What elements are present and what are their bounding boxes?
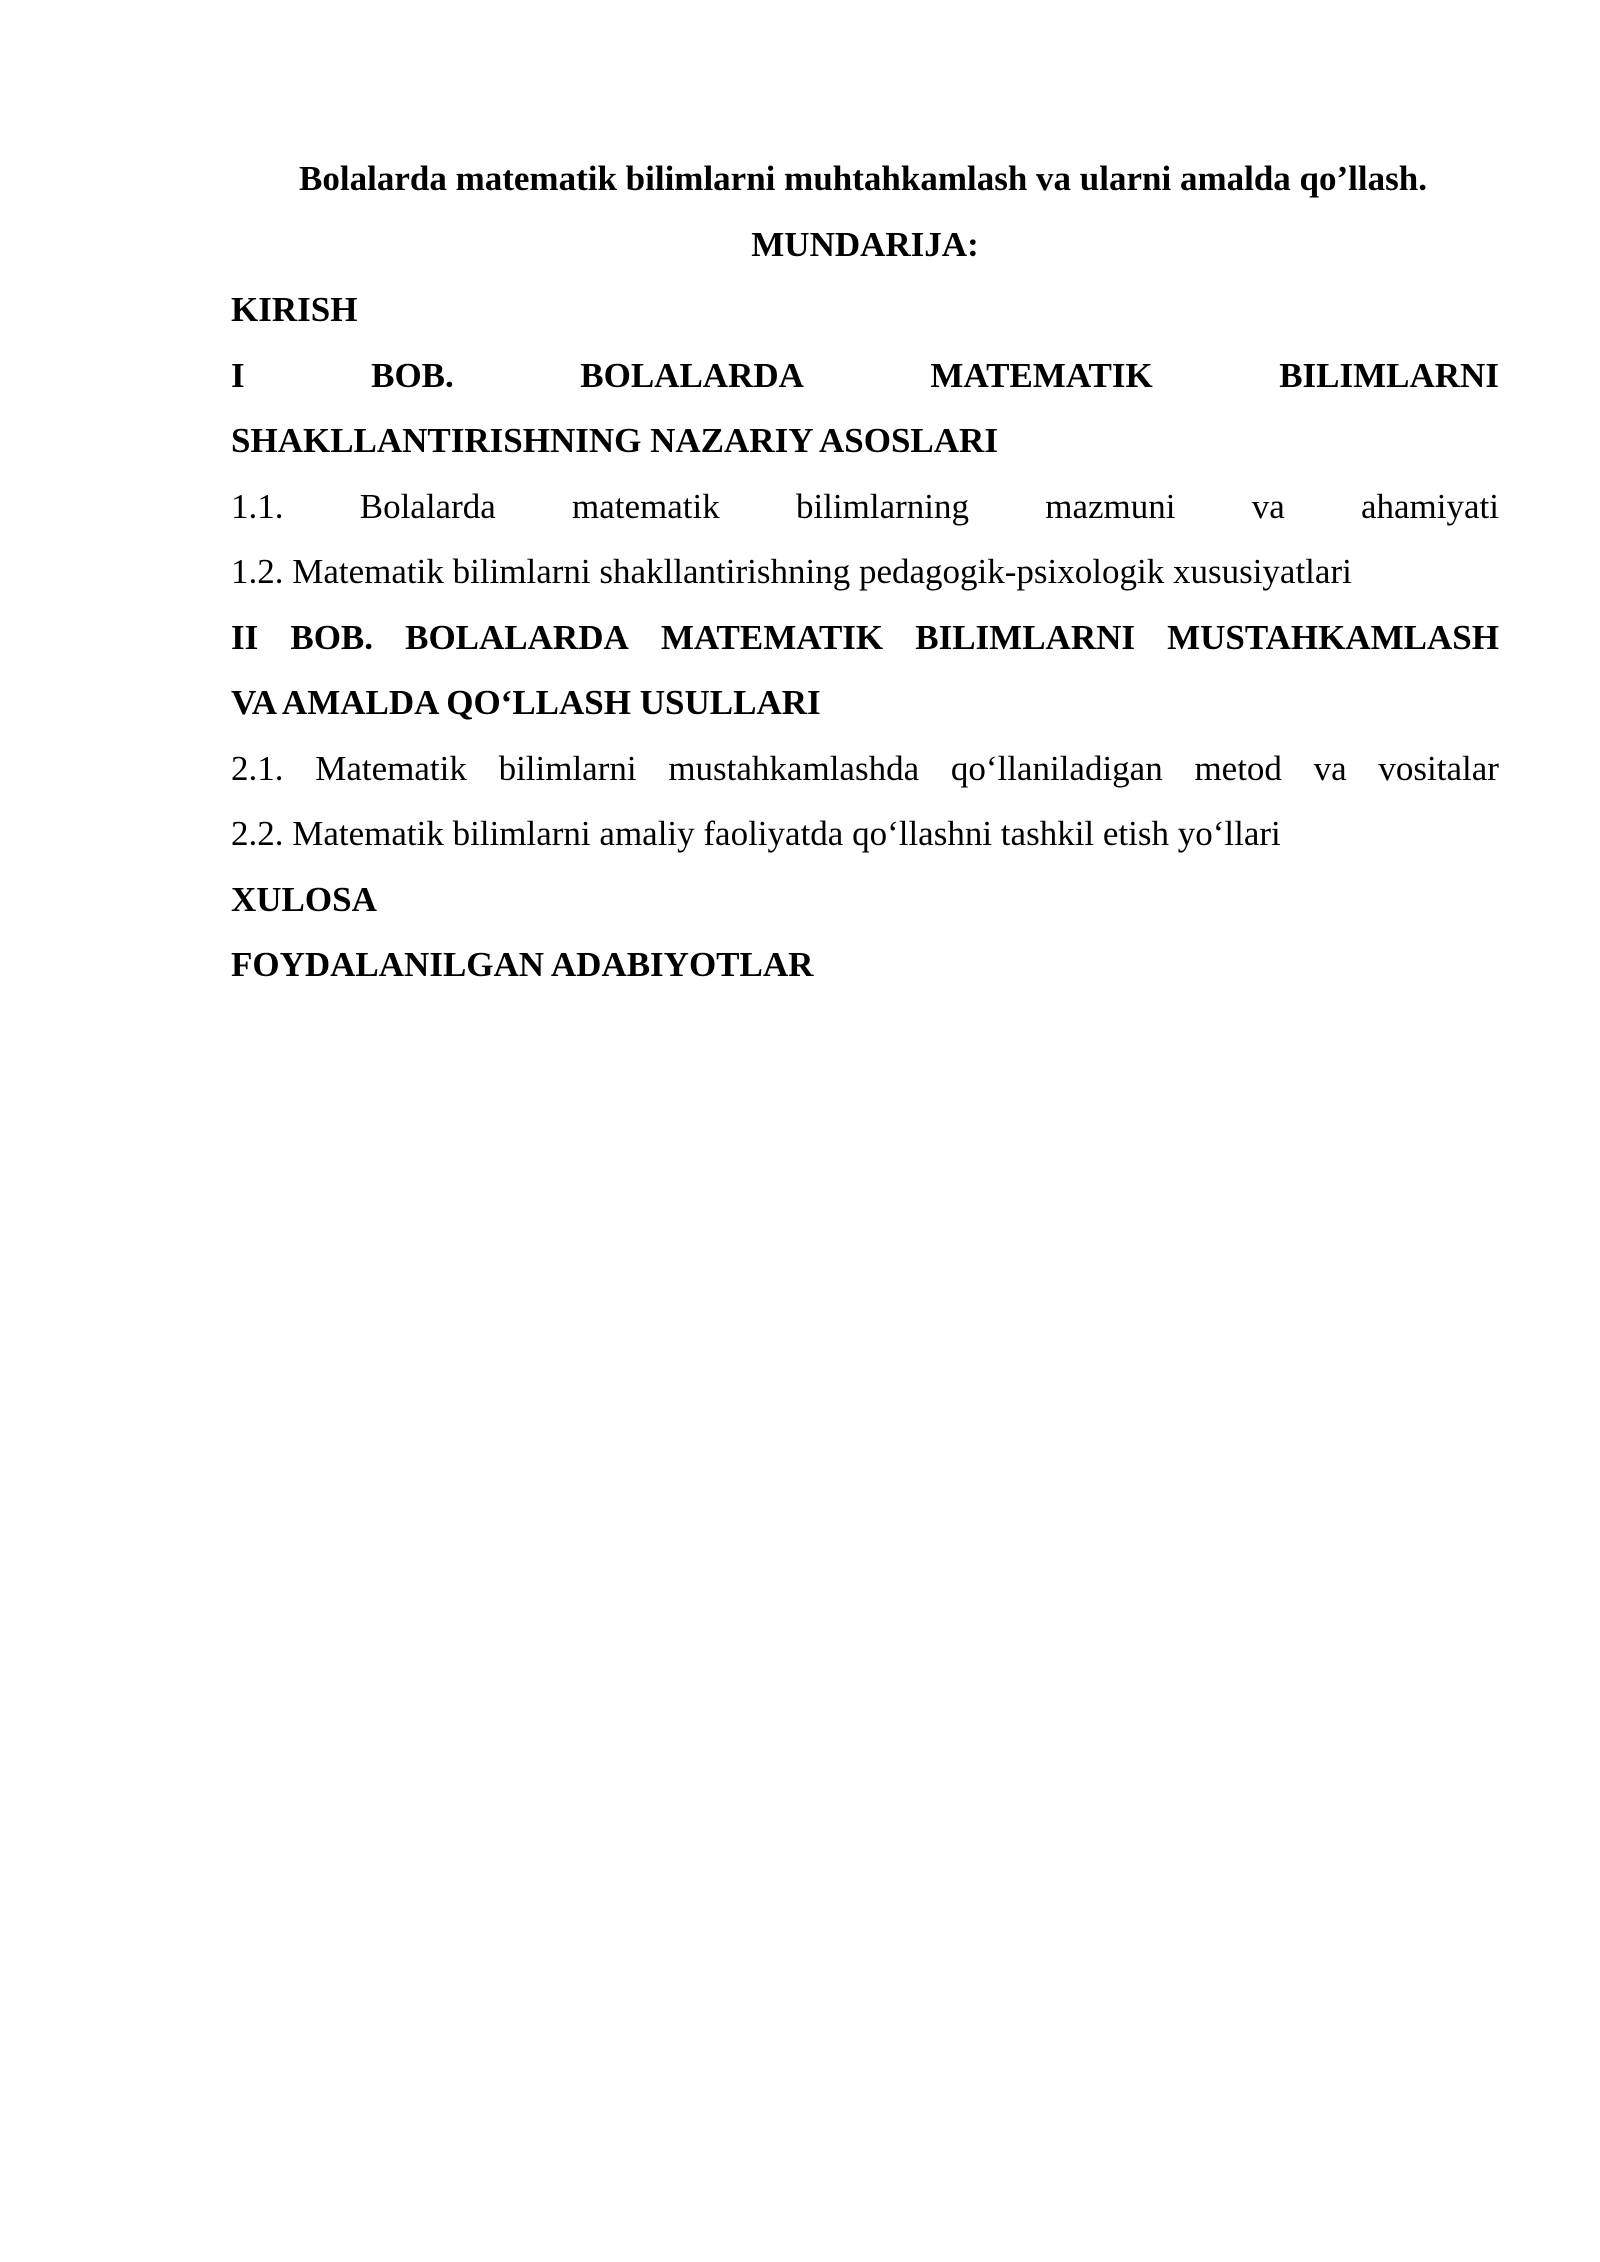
toc-word: 1.1. xyxy=(231,486,284,526)
toc-item-references: FOYDALANILGAN ADABIYOTLAR xyxy=(231,945,814,984)
toc-word: MATEMATIK xyxy=(930,355,1153,395)
toc-item-intro: KIRISH xyxy=(231,290,358,329)
document-body xyxy=(231,146,1499,998)
toc-word: va xyxy=(1313,748,1347,788)
toc-word: ahamiyati xyxy=(1360,486,1499,526)
toc-word: MATEMATIK xyxy=(660,617,884,657)
toc-heading: MUNDARIJA: xyxy=(751,224,979,264)
toc-item-chapter-2-line-1 xyxy=(231,605,1499,671)
toc-word: metod xyxy=(1194,748,1282,788)
toc-item-section-1-1 xyxy=(231,474,1499,540)
toc-word: BILIMLARNI xyxy=(1279,355,1499,395)
toc-word: matematik xyxy=(572,486,720,526)
toc-word: 2.1. xyxy=(231,748,284,788)
toc-item-section-1-2: 1.2. Matematik bilimlarni shakllantirishning pedagogik-psixologik xususiyatlari xyxy=(231,552,1352,591)
toc-item-chapter-1-line-2: SHAKLLANTIRISHNING NAZARIY ASOSLARI xyxy=(231,421,998,460)
toc-item-chapter-2-line-2: VA AMALDA QO‘LLASH USULLARI xyxy=(231,683,821,722)
toc-item-section-2-1 xyxy=(231,736,1499,802)
toc-word: qo‘llaniladigan xyxy=(950,748,1163,788)
toc-word: BOLALARDA xyxy=(580,355,804,395)
toc-word: bilimlarni xyxy=(498,748,637,788)
toc-item-chapter-1-line-1 xyxy=(231,343,1499,409)
toc-word: BOB. xyxy=(290,617,374,657)
toc-word: II xyxy=(231,617,259,657)
toc-word: BOLALARDA xyxy=(405,617,629,657)
toc-word: vositalar xyxy=(1378,748,1499,788)
toc-word: MUSTAHKAMLASH xyxy=(1167,617,1499,657)
toc-item-conclusion: XULOSA xyxy=(231,879,377,919)
toc-word: mustahkamlashda xyxy=(668,748,920,788)
toc-word: Bolalarda xyxy=(359,486,496,526)
toc-word: va xyxy=(1251,486,1285,526)
toc-word: bilimlarning xyxy=(795,486,969,526)
toc-word: mazmuni xyxy=(1045,486,1176,526)
toc-word: BILIMLARNI xyxy=(915,617,1136,657)
document-title: Bolalarda matematik bilimlarni muhtahkamlash va ularni amalda qo’llash. xyxy=(299,159,1427,198)
toc-word: I xyxy=(231,355,245,395)
toc-item-section-2-2: 2.2. Matematik bilimlarni amaliy faoliyatda qo‘llashni tashkil etish yo‘llari xyxy=(231,814,1281,853)
toc-word: BOB. xyxy=(371,355,454,395)
toc-word: Matematik xyxy=(315,748,467,788)
